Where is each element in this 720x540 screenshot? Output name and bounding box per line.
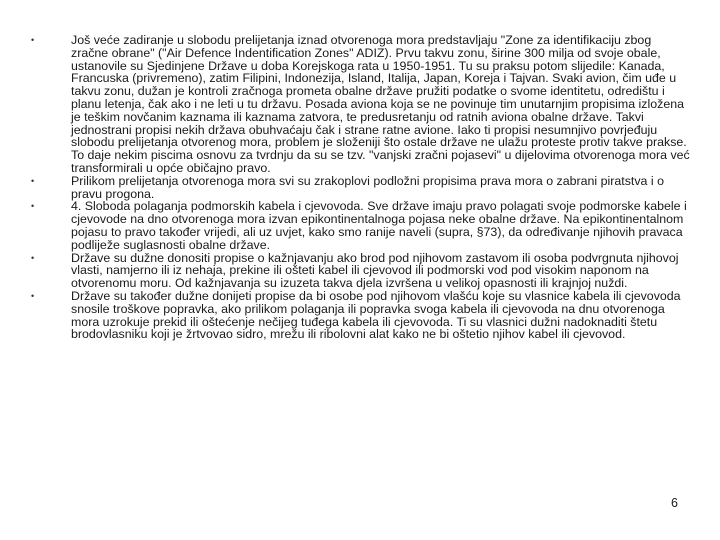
bullet-list (28, 34, 690, 341)
bullet-item-adiz (28, 34, 690, 175)
bullet-dot-icon: • (31, 201, 35, 212)
bullet-text: Države su također dužne donijeti propise da bi osobe pod njihovom vlašću koje su vlasnice kabela ili cjevovoda snosile troškove popravka, ako prilikom polaganja ili popravka svoga kabela ili cjevovoda na dnu otvorenoga mora uzrokuje prekid ili oštećenje nečijeg tuđega kabela ili cjevovoda. Ti su vlasnici dužni nadoknaditi štetu brodovlasniku koji je žrtvovao sidro, mrežu ili ribolovni alat kako ne bi oštetio njihov kabel ili cjevovod. (71, 288, 681, 342)
bullet-text: Prilikom prelijetanja otvorenoga mora svi su zrakoplovi podložni propisima prava mora o zabrani piratstva i o pravu progona. (71, 173, 664, 201)
bullet-item-penalties (28, 252, 690, 290)
bullet-item-repair-costs (28, 290, 690, 341)
bullet-dot-icon: • (31, 175, 35, 186)
bullet-dot-icon: • (31, 252, 35, 263)
bullet-text: 4. Sloboda polaganja podmorskih kabela i cjevovoda. Sve države imaju pravo polagati svoje podmorske kabele i cjevovode na dno otvorenoga mora izvan epikontinentalnoga pojasa neke obalne države. Na epikontinentalnom pojasu to pravo također vrijedi, ali uz uvjet, kako smo ranije naveli (supra, §73), da određivanje njihovih pravaca podliježe suglasnosti obalne države. (71, 199, 687, 252)
bullet-text: Još veće zadiranje u slobodu prelijetanja iznad otvorenoga mora predstavljaju "Zone za identifikaciju zbog zračne obrane" ("Air Defence Indentification Zones" ADIZ). Prvu takvu zonu, širine 300 milja od svoje obale, ustanovile su Sjedinjene Države u doba Korejskoga rata u 1950-1951. Tu su praksu potom slijedile: Kanada, Francuska (privremeno), zatim Filipini, Indonezija, Island, Italija, Japan, Koreja i Tajvan. Svaki avion, čim uđe u takvu zonu, dužan je kontroli zračnoga prometa obalne države pružiti podatke o svome identitetu, odredištu i planu letenja, čak ako i ne leti u tu državu. Posada aviona koja se ne povinuje tim unutarnjim propisima izložena je teškim novčanim kaznama ili kaznama zatvora, te predusretanju od ratnih aviona obalne države. Takvi jednostrani propisi nekih država obuhvaćaju čak i strane ratne avione. Iako ti propisi nesumnjivo povrjeđuju slobodu prelijetanja otvorenog mora, problem je složeniji što ostale države ne ulažu proteste protiv takve prakse. To daje nekim piscima osnovu za tvrdnju da su se tzv. "vanjski zračni pojasevi" u dijelovima otvorenoga mora već transformirali u opće običajno pravo. (71, 33, 690, 175)
bullet-dot-icon: • (31, 290, 35, 301)
bullet-item-cables (28, 200, 690, 251)
bullet-dot-icon: • (31, 35, 35, 45)
page-number: 6 (671, 496, 678, 510)
bullet-item-overflight (28, 175, 690, 201)
bullet-text: Države su dužne donositi propise o kažnjavanju ako brod pod njihovom zastavom ili osoba podvrgnuta njihovoj vlasti, namjerno ili iz nehaja, prekine ili ošteti kabel ili cjevovod ili podmorski vod pod visokim naponom na otvorenomu moru. Od kažnjavanja su izuzeta takva djela izvršena u velikoj opasnosti ili krajnjoj nuždi. (71, 250, 679, 291)
